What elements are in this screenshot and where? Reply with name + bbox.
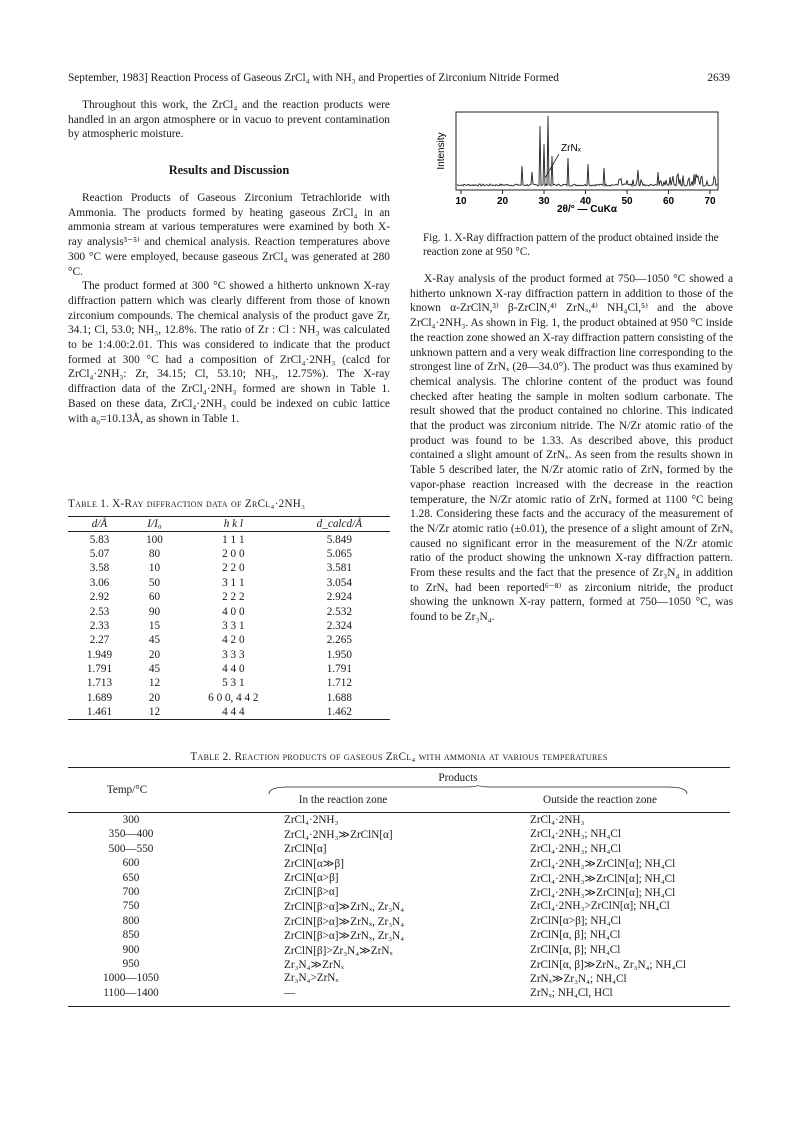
table-cell: 4 4 0 (222, 663, 245, 676)
table-cell: 1.791 (326, 663, 352, 676)
table-cell: 600 (122, 857, 140, 870)
table-cell: ZrClN[β>α] (284, 885, 339, 898)
x-tick-label: 20 (496, 196, 509, 207)
table-cell: 900 (122, 943, 140, 956)
table-row (68, 547, 390, 561)
table-cell: 1.689 (86, 691, 113, 704)
table-cell: 1.461 (86, 706, 113, 719)
table-cell: 3.581 (326, 562, 352, 575)
table-cell: 1 1 1 (222, 533, 245, 546)
table-cell: ZrClN[α, β]; NH₄Cl (530, 929, 621, 942)
table-cell: ZrNₓ≫Zr₃N₄; NH₄Cl (530, 973, 627, 986)
table-cell: 2 2 2 (222, 591, 245, 604)
table-cell: 45 (148, 634, 161, 647)
table-cell: 4 0 0 (222, 605, 245, 618)
table-cell: 50 (148, 576, 161, 589)
table-cell: ZrClN[α≫β] (284, 858, 344, 871)
table-cell: 3.06 (89, 576, 110, 589)
running-header (68, 72, 730, 84)
header-title: September, 1983] Reaction Process of Gaseous ZrCl₄ with NH₃ and Properties of Zirconium Nitride Formed (68, 72, 559, 84)
table-cell: 3 3 1 (222, 619, 245, 632)
table-cell: 5.849 (326, 533, 352, 546)
x-tick-label: 40 (579, 196, 592, 207)
table-row (68, 958, 730, 972)
table-row (68, 944, 730, 958)
table-row (68, 676, 390, 690)
table1-caption: Table 1. X-Ray diffraction data of ZrCl₄·2NH₃ (68, 498, 306, 510)
table-cell: 350—400 (108, 828, 154, 841)
y-axis-label: Intensity (436, 132, 447, 170)
table-cell: 5.065 (326, 547, 352, 560)
paragraph-300c-product: The product formed at 300 °C showed a hitherto unknown X-ray diffraction pattern which was clearly different from those of known zirconium compounds. The chemical analysis of the product gave Zr, 34.1; Cl, 53.0; NH₃, 12.8%. The ratio of Zr : Cl : NH₃ was calculated to be 1:4.00:2.01. This was considered to indicate that the product formed at 300 °C had a composition of ZrCl₄·2NH₃ (calcd for ZrCl₄·2NH₃: Zr, 34.15; Cl, 53.10; NH₃, 12.75%). The X-ray diffraction data of the ZrCl₄·2NH₃ formed are shown in Table 1. Based on these data, ZrCl₄·2NH₃ could be indexed on cubic lattice with a₀=10.13Å, as shown in Table 1. (68, 280, 390, 425)
table-row (68, 604, 390, 618)
table-cell: 300 (122, 814, 140, 826)
table-cell: 1.949 (86, 648, 113, 661)
table-cell: 15 (148, 619, 161, 632)
table-row (68, 929, 730, 943)
table-row (68, 857, 730, 871)
table2-products-header: Products (438, 772, 478, 784)
table-cell: ZrClN[α] (284, 842, 327, 855)
table-cell: 2.924 (326, 591, 352, 604)
table2-header-rule (68, 812, 730, 813)
table-cell: 750 (122, 900, 140, 913)
table-cell: Zr₃N₄>ZrNₓ (284, 972, 339, 985)
table-cell: Zr₃N₄≫ZrNₓ (284, 958, 345, 971)
table-cell: 2 2 0 (222, 562, 245, 575)
table-cell: ZrClN[α, β]≫ZrNₓ, Zr₃N₄; NH₄Cl (530, 958, 686, 971)
table-row (68, 705, 390, 720)
right-body: X-Ray analysis of the product formed at 750—1050 °C showed a hitherto unknown X-ray diffraction pattern in addition to those of the known α-ZrClN,³⁾ β-ZrClN,⁴⁾ ZrNₓ,⁴⁾ NH₄Cl,⁵⁾ and the above ZrCl₄·2NH₃. As shown in Fig. 1, the product obtained at 950 °C inside the reaction zone showed an X-ray diffraction pattern consisting of the unknown pattern and a very weak diffraction line corresponding to the strongest line of ZrNₓ (2θ—34.0°). The product was thus examined by chemical analysis. The chlorine content of the product was found checked after heating the sample in molten sodium carbonate. The result showed that the product contained no chlorine. This indicated that the product was zirconium nitride. The N/Zr atomic ratio of the product was found to be 1.33. As described above, this product contained a slight amount of ZrNₓ. As seen from the results shown in Table 5 described later, the N/Zr atomic ratio of ZrNₓ formed by the vapor-phase reaction increased with the decrease in the reaction temperature, the N/Zr atomic ratio of ZrNₓ formed at 1100 °C being 1.28. Considering these facts and the accuracy of the measurement of the N/Zr atomic ratio (±0.01), the presence of a slight amount of ZrNₓ caused no significant error in the measurement of the N/Zr atomic ratio of the product showing the unknown X-ray diffraction pattern. From these results and the fact that the presence of Zr₃N₄ in addition to ZrNₓ had been reported⁶⁻⁸⁾ as zirconium nitride, the product showing the unknown X-ray pattern, formed at 750—1050 °C, was found to be Zr₃N₄. (410, 273, 733, 624)
table-cell: 950 (122, 957, 140, 970)
table-cell: ZrClN[β>α]≫ZrNₓ, Zr₃N₄ (284, 930, 405, 943)
table-cell: 2.27 (89, 634, 110, 647)
table-cell: 650 (122, 871, 140, 884)
table-cell: 2.53 (89, 605, 110, 618)
table-cell: 700 (122, 885, 140, 898)
table1-header-row (68, 517, 390, 532)
figure-caption: Fig. 1. X-Ray diffraction pattern of the product obtained inside the reaction zone at 950 °C. (423, 232, 719, 258)
table-cell: 10 (148, 562, 161, 575)
table-cell: 5.83 (89, 533, 110, 546)
table-row (68, 691, 390, 705)
left-body (68, 191, 390, 426)
table-row (68, 648, 390, 662)
page-number: 2639 (707, 72, 730, 84)
table-cell: 90 (148, 605, 161, 618)
table-cell: 100 (146, 533, 163, 546)
table-cell: 60 (148, 591, 161, 604)
table1 (68, 516, 390, 720)
table2-temp-header: Temp/°C (106, 784, 148, 796)
table-cell: 2.532 (326, 605, 352, 618)
table-cell: 1.950 (326, 648, 352, 661)
table1-header-intensity: I/I₀ (147, 518, 162, 531)
paragraph-reaction-products: Reaction Products of Gaseous Zirconium Tetrachloride with Ammonia. The products formed by heating gaseous ZrCl₄ in an ammonia stream at various temperatures were examined by both X-ray analysis³⁻⁵⁾ and chemical analysis. Reaction temperatures above 300 °C were employed, because gaseous ZrCl₄ was generated at 280 °C. (68, 192, 390, 278)
table-cell: 12 (148, 706, 161, 719)
x-tick-label: 50 (621, 196, 633, 207)
table1-header-dcalcd: d_calcd/Å (316, 518, 363, 531)
table2-bottom-rule (68, 1006, 730, 1007)
table-cell: 3.58 (89, 562, 110, 575)
table-cell: 1.462 (326, 706, 352, 719)
table-cell: ZrClN[α, β]; NH₄Cl (530, 943, 621, 956)
table1-header-hkl: h k l (223, 518, 243, 531)
table2-outside-header: Outside the reaction zone (542, 794, 657, 806)
table-row (68, 872, 730, 886)
table-cell: ZrClN[α>β] (284, 871, 339, 884)
table-cell: 3 1 1 (222, 576, 245, 589)
table-cell: 20 (148, 691, 161, 704)
table-cell: 45 (148, 663, 161, 676)
table-cell: ZrCl₄·2NH₃≫ZrClN[α]; NH₄Cl (530, 886, 676, 899)
table-row (68, 561, 390, 575)
table2-top-rule (68, 767, 730, 768)
table-cell: 3 3 3 (222, 648, 245, 661)
table-cell: 12 (148, 677, 161, 690)
table2-body (68, 814, 730, 1001)
table-cell: 1.713 (86, 677, 113, 690)
table1-header-d: d/Å (91, 518, 108, 531)
table-cell: 500—550 (108, 842, 154, 855)
xrd-figure (428, 106, 728, 216)
table-cell: 850 (122, 929, 140, 942)
table2-inside-header: In the reaction zone (298, 794, 388, 806)
table-row (68, 828, 730, 842)
table-cell: 80 (148, 547, 161, 560)
table-cell: 4 4 4 (222, 706, 245, 719)
x-tick-label: 70 (704, 196, 716, 207)
table-cell: ZrCl₄·2NH₃; NH₄Cl (530, 842, 621, 855)
table-cell: 5.07 (89, 547, 110, 560)
table-cell: ZrCl₄·2NH₃>ZrClN[α]; NH₄Cl (530, 900, 670, 913)
table-cell: 3.054 (326, 576, 352, 589)
table-row (68, 814, 730, 828)
table-row (68, 843, 730, 857)
table-cell: ZrCl₄·2NH₃≫ZrClN[α]; NH₄Cl (530, 858, 676, 871)
table-cell: 1.712 (326, 677, 352, 690)
table-cell: 20 (148, 648, 161, 661)
table2 (68, 814, 730, 1001)
table1-body (68, 532, 390, 720)
table-row (68, 886, 730, 900)
table-row (68, 662, 390, 676)
table-cell: ZrCl₄·2NH₃; NH₄Cl (530, 828, 621, 841)
table-cell: ZrClN[α>β]; NH₄Cl (530, 914, 622, 927)
section-heading: Results and Discussion (168, 163, 290, 177)
table-cell: ZrClN[β>α]≫ZrNₓ, Zr₃N₄ (284, 901, 405, 914)
table-cell: 5 3 1 (222, 677, 245, 690)
table-cell: 1100—1400 (103, 986, 159, 999)
table2-caption: Table 2. Reaction products of gaseous ZrCl₄ with ammonia at various temperatures (190, 751, 608, 763)
table-cell: 1.688 (326, 691, 352, 704)
table-row (68, 576, 390, 590)
table-cell: 2.324 (326, 619, 352, 632)
table-cell: 4 2 0 (222, 634, 245, 647)
table-cell: ZrCl₄·2NH₃ (284, 814, 339, 826)
table-cell: 2.33 (89, 619, 110, 632)
table-cell: 2.92 (89, 591, 110, 604)
peak-label: ZrNₓ (561, 143, 581, 154)
table-row (68, 987, 730, 1001)
intro-paragraph: Throughout this work, the ZrCl₄ and the reaction products were handled in an argon atmosphere or in vacuo to prevent contamination by atmospheric moisture. (68, 99, 390, 141)
diffraction-trace (457, 116, 717, 186)
table-row (68, 900, 730, 914)
table-cell: — (284, 986, 296, 999)
table-cell: ZrCl₄·2NH₃≫ZrClN[α] (284, 829, 393, 842)
table-cell: 1.791 (86, 663, 113, 676)
table-row (68, 915, 730, 929)
table-row (68, 590, 390, 604)
table-cell: 2.265 (326, 634, 352, 647)
x-tick-label: 30 (538, 196, 550, 207)
table-cell: 6 0 0, 4 4 2 (208, 691, 259, 704)
table-cell: ZrClN[β]>Zr₃N₄≫ZrNₓ (284, 944, 393, 957)
table-cell: ZrCl₄·2NH₃ (530, 814, 585, 826)
x-tick-label: 10 (455, 196, 467, 207)
table-row (68, 633, 390, 647)
table-cell: ZrCl₄·2NH₃≫ZrClN[α]; NH₄Cl (530, 872, 676, 885)
table-cell: 1000—1050 (103, 972, 159, 985)
table-cell: ZrClN[β>α]≫ZrNₓ, Zr₃N₄ (284, 915, 405, 928)
table-row (68, 532, 390, 547)
x-axis-label: 2θ/° — CuKα (557, 204, 617, 215)
table-cell: ZrNₓ; NH₄Cl, HCl (530, 986, 613, 999)
table-row (68, 972, 730, 986)
table-row (68, 619, 390, 633)
table-cell: 800 (122, 914, 140, 927)
x-tick-label: 60 (662, 196, 675, 207)
table-cell: 2 0 0 (222, 547, 245, 560)
